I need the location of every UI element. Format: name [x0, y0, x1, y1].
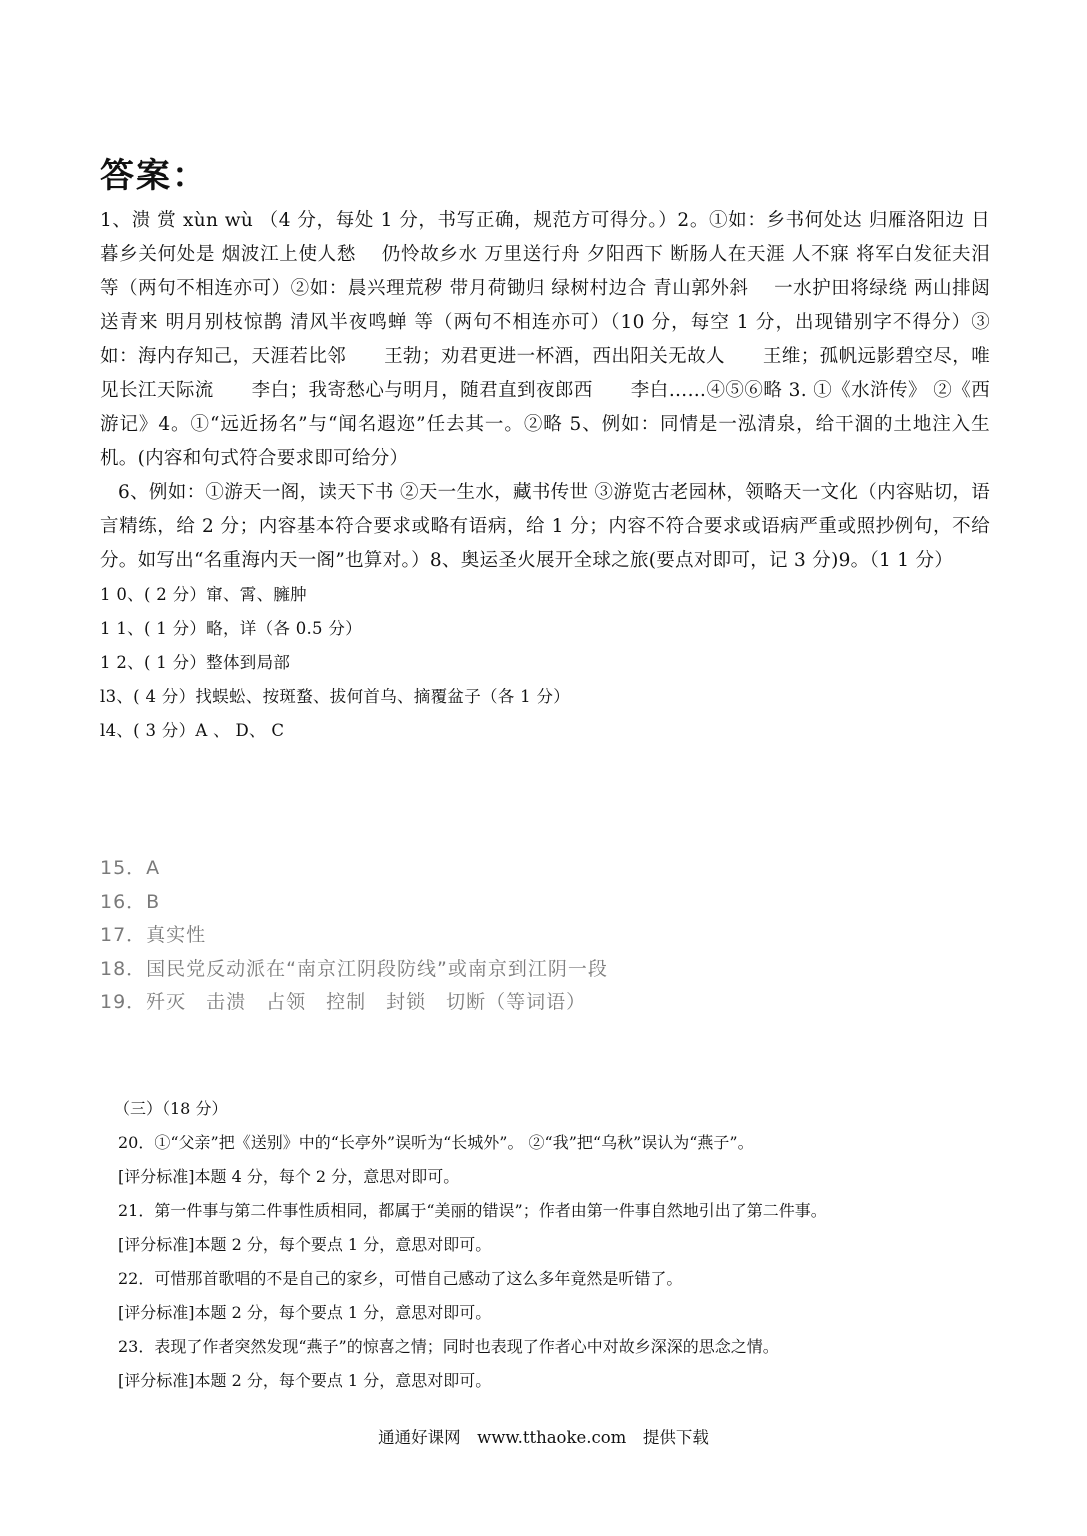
answers-part-1 [100, 204, 990, 748]
answer-18: 18．国民党反动派在“南京江阴段防线”或南京到江阴一段 [100, 957, 608, 980]
answer-15: 15．A [100, 857, 161, 879]
answer-20: 20．①“父亲”把《送别》中的“长亭外”误听为“长城外”。 ②“我”把“乌秋”误认为“燕子”。 [118, 1133, 754, 1152]
answer-16: 16．B [100, 890, 161, 913]
answers-part-2 [100, 852, 608, 1020]
scoring-20: [评分标准]本题 4 分，每个 2 分，意思对即可。 [118, 1167, 460, 1186]
answer-17: 17．真实性 [100, 924, 207, 946]
answer-paragraph-6-9: 6、例如：①游天一阁，读天下书 ②天一生水，藏书传世 ③游览古老园林，领略天一文化（内容贴切，语言精练，给 2 分；内容基本符合要求或略有语病，给 1 分；内容不符合要求或语病严重或照抄例句，不给分。如写出“名重海内天一阁”也算对。）8、奥运圣火展开全球之旅(要点对即可，记 3 分)9。（1 1 分） [100, 482, 990, 571]
scoring-23: [评分标准]本题 2 分，每个要点 1 分，意思对即可。 [118, 1371, 492, 1390]
answer-line-14: l4、( 3 分）A 、 D、 C [100, 721, 285, 740]
answers-part-3 [114, 1092, 994, 1398]
section-3-heading: （三）（18 分） [114, 1099, 228, 1118]
answer-21: 21．第一件事与第二件事性质相同，都属于“美丽的错误”；作者由第一件事自然地引出了第二件事。 [118, 1201, 827, 1220]
answer-line-11: 1 1、( 1 分）略，详（各 0.5 分） [100, 619, 362, 638]
answer-line-13: l3、( 4 分）找蜈蚣、按斑蝥、拔何首乌、摘覆盆子（各 1 分） [100, 687, 571, 706]
page-footer: 通通好课网 www.tthaoke.com 提供下载 [378, 1428, 709, 1447]
page-title: 答案： [100, 156, 208, 196]
answer-line-10: 1 0、( 2 分）窜、霄、臃肿 [100, 585, 307, 604]
answer-23: 23．表现了作者突然发现“燕子”的惊喜之情；同时也表现了作者心中对故乡深深的思念之情。 [118, 1337, 779, 1356]
answer-19: 19．歼灭 击溃 占领 控制 封锁 切断（等词语） [100, 991, 587, 1013]
answer-paragraph-1-5: 1、溃 赏 xùn wù （4 分，每处 1 分，书写正确，规范方可得分。）2。①如：乡书何处达 归雁洛阳边 日暮乡关何处是 烟波江上使人愁 仍怜故乡水 万里送行舟 夕阳西下 断肠人在天涯 人不寐 将军白发征夫泪 等（两句不相连亦可）②如：晨兴理荒秽 带月荷锄归 绿树村边合 青山郭外斜 一水护田将绿绕 两山排闼送青来 明月别枝惊鹊 清风半夜鸣蝉 等（两句不相连亦可）（10 分，每空 1 分，出现错别字不得分）③如：海内存知己，天涯若比邻 王勃；劝君更进一杯酒，西出阳关无故人 王维；孤帆远影碧空尽，唯见长江天际流 李白；我寄愁心与明月，随君直到夜郎西 李白……④⑤⑥略 3. ①《水浒传》 ②《西游记》4。①“远近扬名”与“闻名遐迩”任去其一。②略 5、例如：同情是一泓清泉，给干涸的土地注入生机。(内容和句式符合要求即可给分） [100, 210, 990, 469]
scoring-22: [评分标准]本题 2 分，每个要点 1 分，意思对即可。 [118, 1303, 492, 1322]
scoring-21: [评分标准]本题 2 分，每个要点 1 分，意思对即可。 [118, 1235, 492, 1254]
answer-22: 22．可惜那首歌唱的不是自己的家乡，可惜自己感动了这么多年竟然是听错了。 [118, 1269, 683, 1288]
answer-line-12: 1 2、( 1 分）整体到局部 [100, 653, 291, 672]
